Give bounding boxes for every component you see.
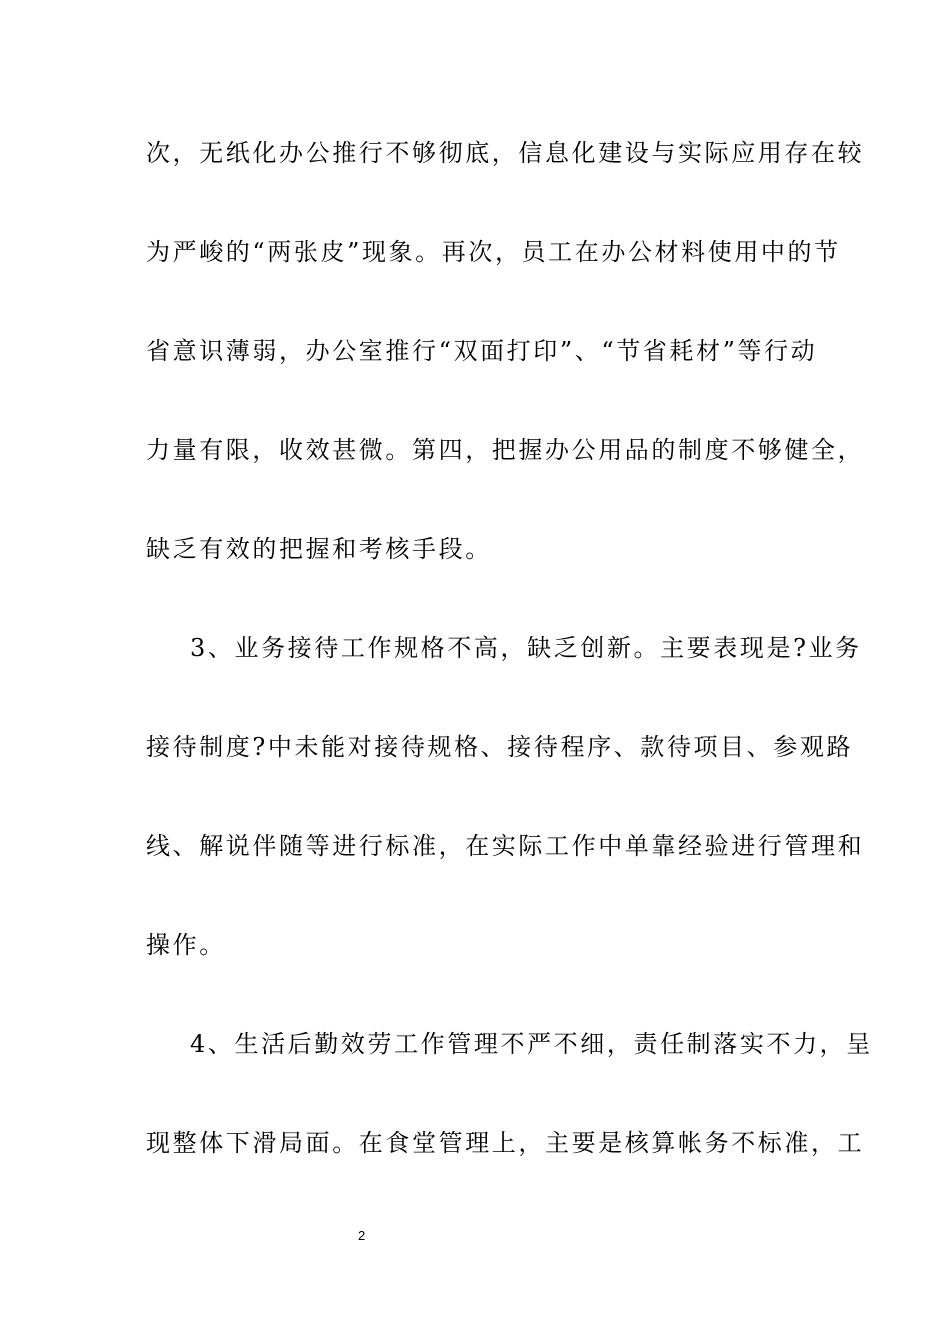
text-line: 为严峻的“两张皮”现象。再次，员工在办公材料使用中的节 xyxy=(146,238,841,266)
text-line: 线、解说伴随等进行标准，在实际工作中单靠经验进行管理和 xyxy=(146,832,865,860)
text-line: 缺乏有效的把握和考核手段。 xyxy=(146,535,492,563)
paragraph-start-line: 4、生活后勤效劳工作管理不严不细，责任制落实不力，呈 xyxy=(190,1030,873,1058)
text-line: 力量有限，收效甚微。第四，把握办公用品的制度不够健全， xyxy=(146,436,865,464)
text-line: 接待制度?中未能对接待规格、接待程序、款待项目、参观路 xyxy=(146,733,854,761)
text-line: 操作。 xyxy=(146,931,226,959)
text-line: 省意识薄弱，办公室推行“双面打印”、“节省耗材”等行动 xyxy=(146,337,818,365)
page-number: 2 xyxy=(358,1228,366,1243)
text-line: 次，无纸化办公推行不够彻底，信息化建设与实际应用存在较 xyxy=(146,139,865,167)
paragraph-start-line: 3、业务接待工作规格不高，缺乏创新。主要表现是?业务 xyxy=(190,634,862,662)
text-line: 现整体下滑局面。在食堂管理上，主要是核算帐务不标准，工 xyxy=(146,1129,865,1157)
